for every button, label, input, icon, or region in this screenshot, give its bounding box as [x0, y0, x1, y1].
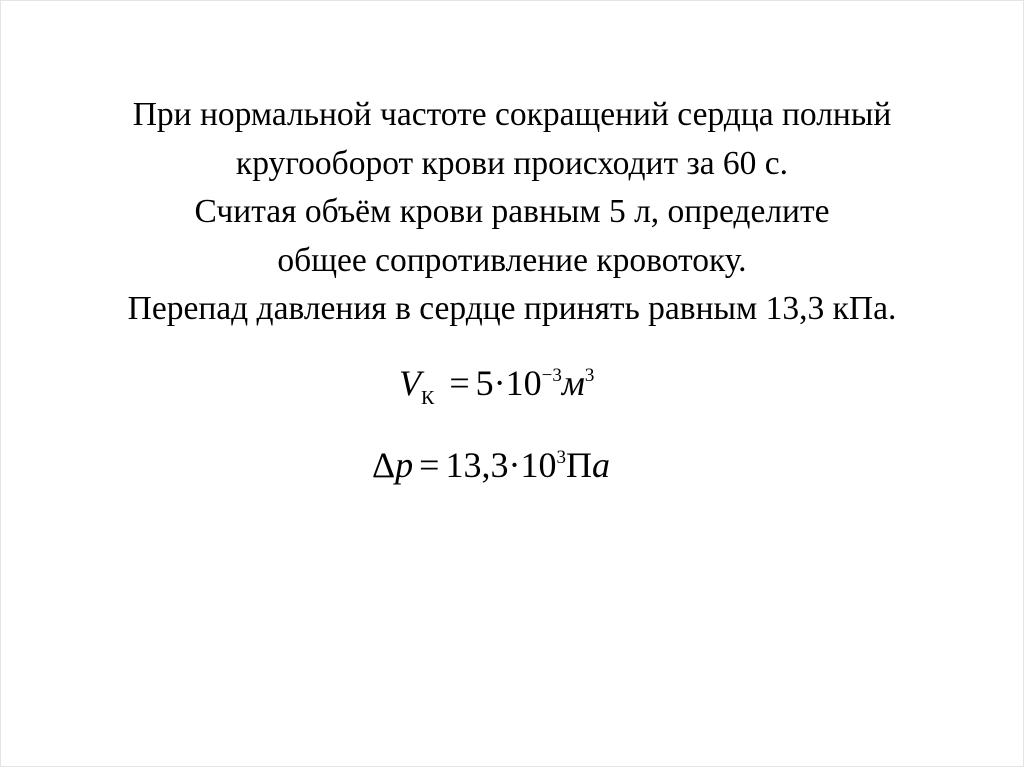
- problem-statement: [1, 91, 1023, 334]
- pressure-equals: =: [419, 445, 440, 485]
- pressure-coefficient: 13,3: [445, 445, 509, 485]
- volume-unit: м: [561, 363, 585, 403]
- pressure-dot: ·: [508, 445, 521, 485]
- volume-symbol: V: [399, 363, 421, 403]
- pressure-unit-italic: а: [591, 445, 610, 485]
- pressure-symbol: p: [395, 445, 414, 485]
- pressure-unit-upright: П: [565, 445, 592, 485]
- problem-line-4: общее сопротивление кровотоку.: [277, 241, 747, 279]
- problem-line-1: При нормальной частоте сокращений сердца полный: [132, 96, 892, 133]
- volume-formula: [399, 363, 594, 410]
- pressure-delta: Δ: [372, 445, 396, 485]
- problem-line-3: Считая объём крови равным 5 л, определите: [194, 193, 830, 230]
- volume-exponent: −3: [541, 365, 562, 386]
- pressure-base: 10: [520, 445, 557, 485]
- problem-line-5: Перепад давления в сердце принять равным 13,3 кПа.: [127, 290, 897, 327]
- volume-dot: ·: [493, 363, 506, 403]
- volume-unit-exponent: 3: [584, 365, 595, 386]
- pressure-exponent: 3: [556, 447, 566, 468]
- pressure-formula: [372, 445, 610, 492]
- volume-base: 10: [505, 363, 542, 403]
- volume-coefficient: 5: [475, 363, 494, 403]
- problem-line-2: кругооборот крови происходит за 60 с.: [235, 144, 789, 182]
- volume-subscript: К: [421, 387, 435, 409]
- volume-equals: =: [449, 363, 470, 403]
